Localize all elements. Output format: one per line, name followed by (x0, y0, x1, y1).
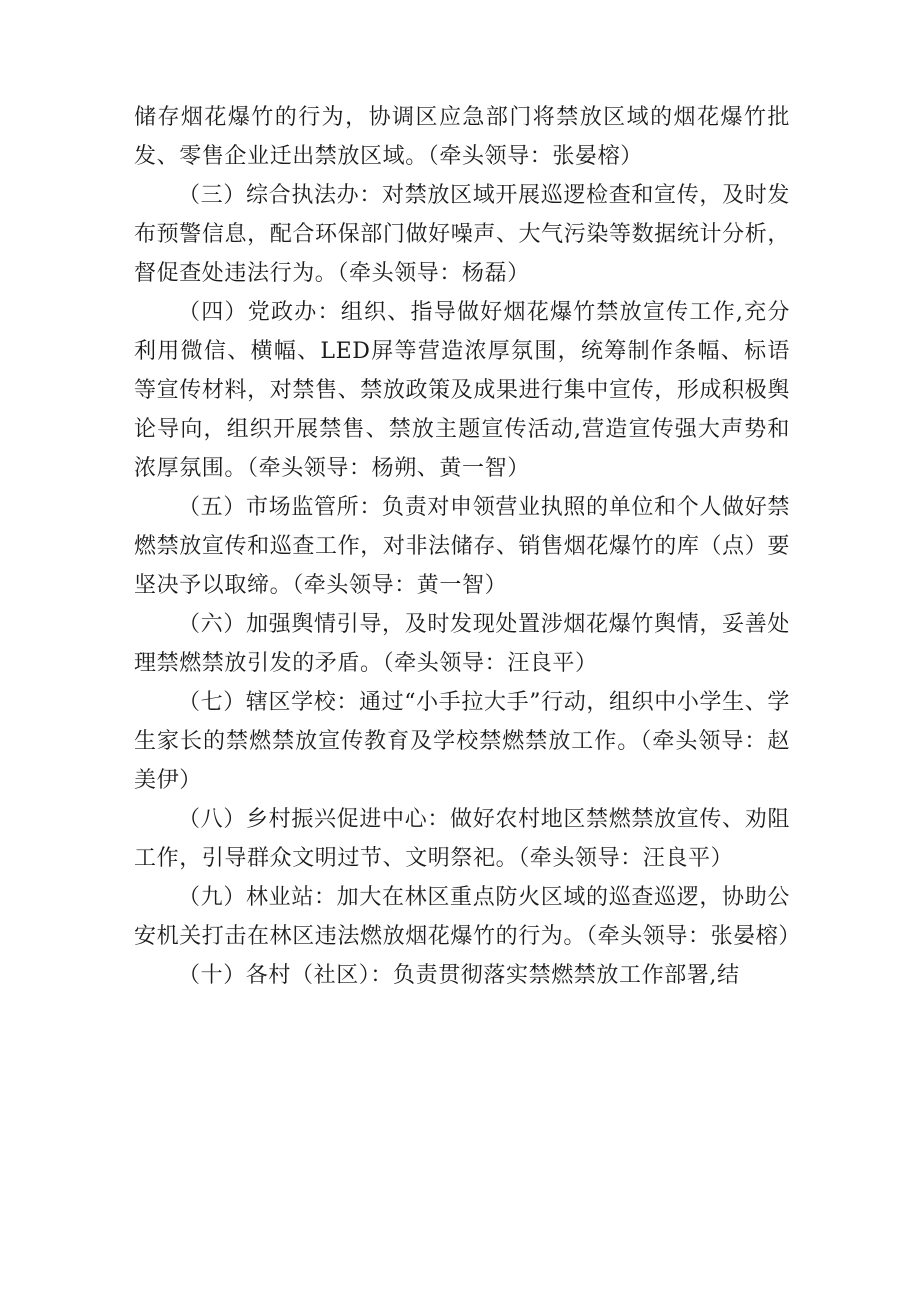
paragraph-item-7: （七）辖区学校：通过“小手拉大手”行动，组织中小学生、学生家长的禁燃禁放宣传教育及学校禁燃禁放工作。（牵头领导：赵美伊） (134, 690, 790, 793)
paragraph-continuation: 储存烟花爆竹的行为，协调区应急部门将禁放区域的烟花爆竹批发、零售企业迁出禁放区域。（牵头领导：张晏榕） (134, 105, 790, 169)
paragraph-item-10: （十）各村（社区）：负责贯彻落实禁燃禁放工作部署,结 (178, 963, 740, 988)
paragraph-item-5: （五）市场监管所：负责对申领营业执照的单位和个人做好禁燃禁放宣传和巡查工作，对非法储存、销售烟花爆竹的库（点）要坚决予以取缔。（牵头领导：黄一智） (134, 495, 790, 598)
paragraph-item-8: （八）乡村振兴促进中心：做好农村地区禁燃禁放宣传、劝阻工作，引导群众文明过节、文明祭祀。（牵头领导：汪良平） (134, 807, 790, 871)
document-body (134, 98, 802, 995)
paragraph-item-6: （六）加强舆情引导，及时发现处置涉烟花爆竹舆情，妥善处理禁燃禁放引发的矛盾。（牵头领导：汪良平） (134, 612, 790, 676)
paragraph-item-3: （三）综合执法办：对禁放区域开展巡逻检查和宣传，及时发布预警信息，配合环保部门做好噪声、大气污染等数据统计分析，督促查处违法行为。（牵头领导：杨磊） (134, 183, 790, 286)
paragraph-item-9: （九）林业站：加大在林区重点防火区域的巡查巡逻，协助公安机关打击在林区违法燃放烟花爆竹的行为。（牵头领导：张晏榕） (134, 885, 802, 949)
paragraph-item-4: （四）党政办：组织、指导做好烟花爆竹禁放宣传工作,充分利用微信、横幅、LED屏等营造浓厚氛围，统筹制作条幅、标语等宣传材料，对禁售、禁放政策及成果进行集中宣传，形成积极舆论导向，组织开展禁售、禁放主题宣传活动,营造宣传强大声势和浓厚氛围。（牵头领导：杨朔、黄一智） (134, 300, 790, 481)
